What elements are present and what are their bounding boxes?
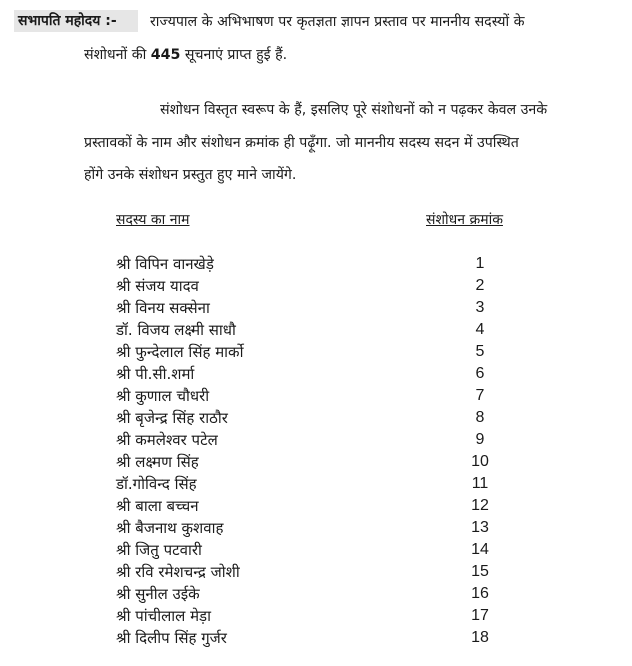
amendment-number: 15 (471, 563, 489, 580)
member-name: श्री दिलीप सिंह गुर्जर (116, 629, 227, 647)
amendment-number: 1 (475, 255, 485, 272)
intro-line-1: राज्यपाल के अभिभाषण पर कृतज्ञता ज्ञापन प्रस्ताव पर माननीय सदस्यों के (150, 14, 525, 30)
amendment-number: 9 (475, 431, 485, 448)
amendment-number: 4 (475, 321, 485, 338)
amendment-number: 10 (471, 453, 489, 470)
member-name: श्री बैजनाथ कुशवाह (116, 519, 224, 537)
intro-line-2 (84, 45, 287, 65)
amendment-number: 3 (475, 299, 485, 316)
list-item (0, 473, 632, 495)
para-line-3: होंगे उनके संशोधन प्रस्तुत हुए माने जायेंगे. (84, 167, 297, 183)
amendment-number: 7 (475, 387, 485, 404)
intro-line-2-pre: संशोधनों की (84, 47, 151, 63)
member-name: श्री लक्ष्मण सिंह (116, 453, 199, 471)
amendment-number: 16 (471, 585, 489, 602)
list-item (0, 605, 632, 627)
member-name: श्री संजय यादव (116, 277, 199, 295)
list-item (0, 539, 632, 561)
para-line-1: संशोधन विस्तृत स्वरूप के हैं, इसलिए पूरे संशोधनों को न पढ़कर केवल उनके (160, 102, 548, 118)
amendment-number: 8 (475, 409, 485, 426)
amendment-number: 12 (471, 497, 489, 514)
amendment-number: 17 (471, 607, 489, 624)
amendment-number: 14 (471, 541, 489, 558)
amendment-number: 6 (475, 365, 485, 382)
member-name: श्री रवि रमेशचन्द्र जोशी (116, 563, 240, 581)
member-name: श्री विनय सक्सेना (116, 299, 210, 317)
list-item (0, 363, 632, 385)
member-name: श्री कुणाल चौधरी (116, 387, 210, 405)
list-item (0, 253, 632, 275)
member-name: श्री कमलेश्वर पटेल (116, 431, 218, 449)
list-item (0, 451, 632, 473)
amendment-number: 18 (471, 629, 489, 646)
list-item (0, 517, 632, 539)
notice-count: 445 (150, 47, 181, 63)
amendment-number: 5 (475, 343, 485, 360)
member-name: श्री पांचीलाल मेड़ा (116, 607, 211, 625)
list-item (0, 561, 632, 583)
amendment-number: 11 (471, 475, 489, 492)
member-name: श्री पी.सी.शर्मा (116, 365, 195, 383)
list-item (0, 341, 632, 363)
list-item (0, 275, 632, 297)
list-item (0, 407, 632, 429)
list-item (0, 495, 632, 517)
amendment-number: 13 (471, 519, 489, 536)
member-name: श्री फुन्देलाल सिंह मार्को (116, 343, 244, 361)
list-item (0, 319, 632, 341)
list-item (0, 429, 632, 451)
speaker-label: सभापति महोदय :- (14, 10, 138, 32)
member-name: श्री बाला बच्चन (116, 497, 199, 515)
intro-line-2-post: सूचनाएं प्राप्त हुई हैं. (180, 47, 288, 63)
member-name: श्री जितु पटवारी (116, 541, 202, 559)
column-header-number: संशोधन क्रमांक (426, 212, 503, 228)
member-name: श्री सुनील उईके (116, 585, 200, 603)
member-name: श्री विपिन वानखेड़े (116, 255, 214, 273)
member-name: डॉ.गोविन्द सिंह (116, 475, 197, 493)
list-item (0, 297, 632, 319)
member-list (0, 253, 632, 649)
column-header-name: सदस्य का नाम (116, 212, 190, 228)
member-name: डॉ. विजय लक्ष्मी साधौ (116, 321, 236, 339)
list-item (0, 385, 632, 407)
member-name: श्री बृजेन्द्र सिंह राठौर (116, 409, 228, 427)
para-line-2: प्रस्तावकों के नाम और संशोधन क्रमांक ही पढ़ूँगा. जो माननीय सदस्य सदन में उपस्थित (84, 135, 519, 151)
list-item (0, 583, 632, 605)
list-item (0, 627, 632, 649)
amendment-number: 2 (475, 277, 485, 294)
